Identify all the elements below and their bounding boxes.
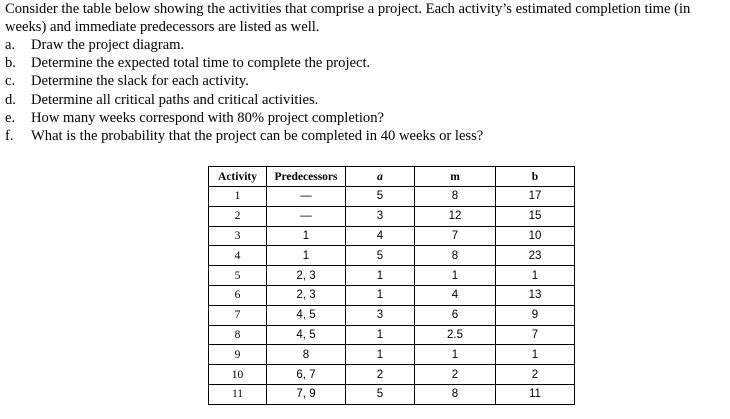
b-cell: 11 [496, 384, 575, 404]
activity-table [208, 166, 575, 405]
b-cell: 13 [496, 285, 575, 305]
predecessors-cell: 2, 3 [267, 266, 346, 286]
b-cell: 7 [496, 325, 575, 345]
b-cell: 9 [496, 305, 575, 325]
table-row [209, 285, 575, 305]
question-text: What is the probability that the project can be completed in 40 weeks or less? [31, 128, 484, 145]
a-cell: 3 [346, 305, 415, 325]
m-cell: 2.5 [415, 325, 496, 345]
header-m: m [415, 167, 496, 187]
a-cell: 1 [346, 285, 415, 305]
question-letter: c. [5, 73, 16, 90]
a-cell: 4 [346, 226, 415, 246]
table-row [209, 345, 575, 365]
question-letter: e. [5, 109, 16, 126]
activity-cell: 9 [209, 345, 267, 365]
predecessors-cell: 1 [267, 226, 346, 246]
activity-cell: 6 [209, 285, 267, 305]
table-row [209, 187, 575, 207]
m-cell: 8 [415, 246, 496, 266]
m-cell: 1 [415, 345, 496, 365]
question-text: Determine all critical paths and critical activities. [31, 91, 319, 108]
header-activity: Activity [209, 167, 267, 187]
predecessors-cell: — [267, 206, 346, 226]
m-cell: 8 [415, 187, 496, 207]
question-letter: a. [5, 37, 16, 53]
predecessors-cell: 4, 5 [267, 305, 346, 325]
activity-cell: 8 [209, 325, 267, 345]
a-cell: 5 [346, 246, 415, 266]
question-text: How many weeks correspond with 80% project completion? [31, 109, 384, 126]
header-a: a [346, 167, 415, 187]
activity-cell: 5 [209, 266, 267, 286]
m-cell: 2 [415, 365, 496, 385]
activity-cell: 4 [209, 246, 267, 266]
table-row [209, 246, 575, 266]
table-row [209, 365, 575, 385]
b-cell: 2 [496, 365, 575, 385]
table-row [209, 206, 575, 226]
question-item [5, 109, 483, 127]
problem-intro: Consider the table below showing the activities that comprise a project. Each activity’s estimated completion time (in weeks) and immediate predecessors are listed as well. [5, 1, 691, 35]
a-cell: 1 [346, 345, 415, 365]
question-item [5, 36, 483, 54]
activity-cell: 2 [209, 206, 267, 226]
predecessors-cell: 8 [267, 345, 346, 365]
a-cell: 1 [346, 325, 415, 345]
question-item [5, 91, 483, 109]
question-text: Determine the expected total time to complete the project. [31, 55, 371, 72]
question-text: Draw the project diagram. [31, 37, 185, 53]
question-text: Determine the slack for each activity. [31, 73, 249, 90]
predecessors-cell: 2, 3 [267, 285, 346, 305]
activity-cell: 10 [209, 365, 267, 385]
a-cell: 1 [346, 266, 415, 286]
predecessors-cell: 4, 5 [267, 325, 346, 345]
activity-cell: 7 [209, 305, 267, 325]
b-cell: 17 [496, 187, 575, 207]
m-cell: 1 [415, 266, 496, 286]
b-cell: 10 [496, 226, 575, 246]
question-letter: f. [5, 128, 14, 145]
question-item [5, 72, 483, 90]
table-row [209, 305, 575, 325]
m-cell: 4 [415, 285, 496, 305]
predecessors-cell: — [267, 187, 346, 207]
table-row [209, 325, 575, 345]
question-letter: b. [5, 55, 16, 72]
table-row [209, 226, 575, 246]
b-cell: 1 [496, 345, 575, 365]
table-header-row [209, 167, 575, 187]
m-cell: 6 [415, 305, 496, 325]
activity-cell: 1 [209, 187, 267, 207]
question-letter: d. [5, 91, 16, 108]
b-cell: 23 [496, 246, 575, 266]
activity-cell: 11 [209, 384, 267, 404]
a-cell: 5 [346, 384, 415, 404]
m-cell: 12 [415, 206, 496, 226]
table-row [209, 384, 575, 404]
a-cell: 2 [346, 365, 415, 385]
m-cell: 7 [415, 226, 496, 246]
b-cell: 1 [496, 266, 575, 286]
header-b: b [496, 167, 575, 187]
activity-cell: 3 [209, 226, 267, 246]
b-cell: 15 [496, 206, 575, 226]
a-cell: 5 [346, 187, 415, 207]
header-predecessors: Predecessors [267, 167, 346, 187]
predecessors-cell: 6, 7 [267, 365, 346, 385]
question-list [5, 36, 483, 145]
m-cell: 8 [415, 384, 496, 404]
question-item [5, 54, 483, 72]
predecessors-cell: 1 [267, 246, 346, 266]
question-item [5, 127, 483, 145]
table-row [209, 266, 575, 286]
predecessors-cell: 7, 9 [267, 384, 346, 404]
a-cell: 3 [346, 206, 415, 226]
